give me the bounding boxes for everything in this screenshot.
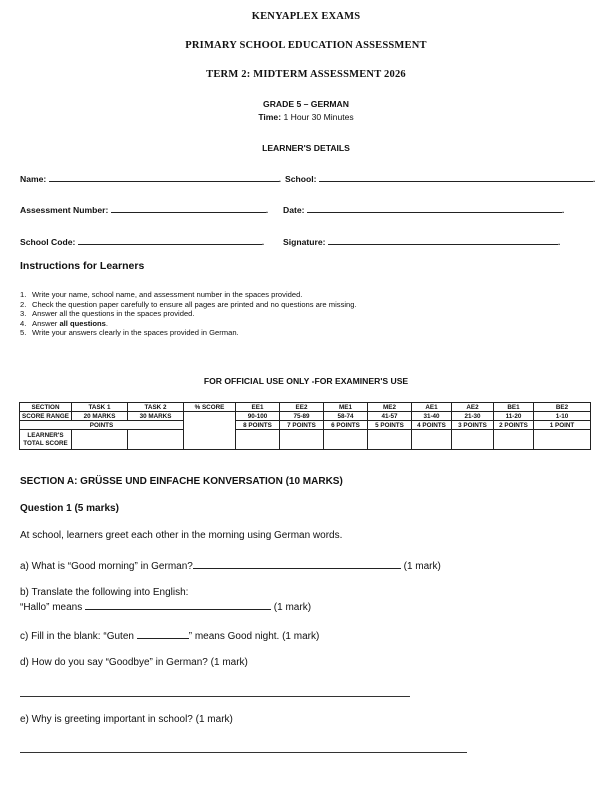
score-cell[interactable]: [534, 430, 591, 450]
range-label: SCORE RANGE: [20, 412, 72, 421]
task2-score-cell[interactable]: [128, 430, 184, 450]
header-cell: TASK 2: [128, 403, 184, 412]
question-c-pre: c) Fill in the blank: “Guten: [20, 631, 137, 642]
header-cell: EE1: [236, 403, 280, 412]
answer-c-line[interactable]: [137, 629, 189, 639]
header-cell: % SCORE: [184, 403, 236, 412]
question-b-text: b) Translate the following into English:: [20, 587, 189, 598]
header-cell: ME2: [368, 403, 412, 412]
points-cell: 1 POINT: [534, 421, 591, 430]
range-cell: 75-89: [280, 412, 324, 421]
date-field-row: Date: .: [283, 205, 565, 215]
question-a: [20, 559, 441, 572]
table-row: [20, 403, 591, 412]
range-cell: 58-74: [324, 412, 368, 421]
header-cell: TASK 1: [72, 403, 128, 412]
score-cell[interactable]: [280, 430, 324, 450]
name-line[interactable]: [49, 172, 279, 182]
school-line[interactable]: [319, 172, 593, 182]
instructions-title: Instructions for Learners: [20, 260, 145, 272]
score-cell[interactable]: [452, 430, 494, 450]
signature-label: Signature:: [283, 237, 326, 247]
header-cell: SECTION: [20, 403, 72, 412]
question-d: d) How do you say “Goodbye” in German? (1 mark): [20, 657, 248, 668]
name-field-row: Name: .: [20, 174, 282, 184]
instruction-item: 5. Write your answers clearly in the spaces provided in German.: [20, 328, 239, 338]
score-table: [19, 402, 591, 450]
school-field-row: School: .: [285, 174, 596, 184]
school-code-label: School Code:: [20, 237, 76, 247]
task1-score-cell[interactable]: [72, 430, 128, 450]
answer-e-line[interactable]: [20, 752, 467, 753]
learner-details-title: LEARNER'S DETAILS: [262, 143, 350, 153]
date-label: Date:: [283, 205, 305, 215]
points-cell: 2 POINTS: [494, 421, 534, 430]
points-cell: 4 POINTS: [412, 421, 452, 430]
name-label: Name:: [20, 174, 47, 184]
points-label: POINTS: [20, 421, 184, 430]
points-cell: 7 POINTS: [280, 421, 324, 430]
total-score-label: LEARNER'S TOTAL SCORE: [20, 430, 72, 450]
percent-score-cell[interactable]: [184, 412, 236, 450]
question-b-mark: (1 mark): [271, 602, 312, 613]
time-value: 1 Hour 30 Minutes: [281, 112, 354, 122]
assessment-title: PRIMARY SCHOOL EDUCATION ASSESSMENT: [185, 40, 427, 51]
score-cell[interactable]: [236, 430, 280, 450]
assessment-number-label: Assessment Number:: [20, 205, 109, 215]
table-row: [20, 430, 591, 450]
task1-marks: 20 MARKS: [72, 412, 128, 421]
header-cell: EE2: [280, 403, 324, 412]
assessment-number-line[interactable]: [111, 203, 266, 213]
school-label: School:: [285, 174, 317, 184]
score-cell[interactable]: [412, 430, 452, 450]
assessment-number-row: Assessment Number: .: [20, 205, 269, 215]
range-cell: 31-40: [412, 412, 452, 421]
score-cell[interactable]: [324, 430, 368, 450]
question-e: e) Why is greeting important in school? (1 mark): [20, 714, 233, 725]
range-cell: 41-57: [368, 412, 412, 421]
points-cell: 5 POINTS: [368, 421, 412, 430]
question-intro: At school, learners greet each other in the morning using German words.: [20, 530, 343, 541]
header-cell: ME1: [324, 403, 368, 412]
date-line[interactable]: [307, 203, 562, 213]
points-cell: 6 POINTS: [324, 421, 368, 430]
header-cell: BE2: [534, 403, 591, 412]
answer-d-line[interactable]: [20, 696, 410, 697]
range-cell: 21-30: [452, 412, 494, 421]
instruction-item: 2. Check the question paper carefully to ensure all pages are printed and no questions are missing.: [20, 299, 357, 309]
table-row: [20, 412, 591, 421]
header-cell: AE1: [412, 403, 452, 412]
range-cell: 11-20: [494, 412, 534, 421]
instructions-list: [20, 290, 357, 338]
range-cell: 90-100: [236, 412, 280, 421]
signature-line[interactable]: [328, 235, 558, 245]
signature-row: Signature: .: [283, 237, 561, 247]
header-cell: AE2: [452, 403, 494, 412]
points-cell: 3 POINTS: [452, 421, 494, 430]
answer-a-line[interactable]: [193, 559, 401, 569]
school-code-row: School Code: .: [20, 237, 265, 247]
instruction-item: 3. Answer all the questions in the spaces provided.: [20, 309, 195, 319]
time-label: Time:: [258, 112, 282, 122]
question-1-title: Question 1 (5 marks): [20, 503, 119, 514]
question-b: [20, 600, 311, 613]
exam-org: KENYAPLEX EXAMS: [251, 11, 361, 22]
time-line: [0, 112, 612, 122]
range-cell: 1-10: [534, 412, 591, 421]
question-c: [20, 629, 319, 642]
task2-marks: 30 MARKS: [128, 412, 184, 421]
question-a-text: a) What is “Good morning” in German?: [20, 561, 193, 572]
official-use-title: FOR OFFICIAL USE ONLY -FOR EXAMINER'S USE: [203, 376, 409, 386]
header-cell: BE1: [494, 403, 534, 412]
grade-label: GRADE 5 – GERMAN: [263, 99, 349, 109]
question-b-prompt: “Hallo” means: [20, 602, 86, 613]
section-a-title: SECTION A: GRÜSSE UND EINFACHE KONVERSATION (10 MARKS): [20, 476, 343, 487]
school-code-line[interactable]: [78, 235, 262, 245]
question-a-mark: (1 mark): [400, 561, 441, 572]
instruction-item: 1. Write your name, school name, and assessment number in the spaces provided.: [20, 290, 303, 299]
term-title: TERM 2: MIDTERM ASSESSMENT 2026: [206, 69, 406, 80]
score-cell[interactable]: [368, 430, 412, 450]
table-row: [20, 421, 591, 430]
answer-b-line[interactable]: [85, 600, 271, 610]
score-cell[interactable]: [494, 430, 534, 450]
points-cell: 8 POINTS: [236, 421, 280, 430]
question-c-post: ” means Good night. (1 mark): [188, 631, 320, 642]
instruction-item: 4. Answer all questions.: [20, 318, 108, 328]
